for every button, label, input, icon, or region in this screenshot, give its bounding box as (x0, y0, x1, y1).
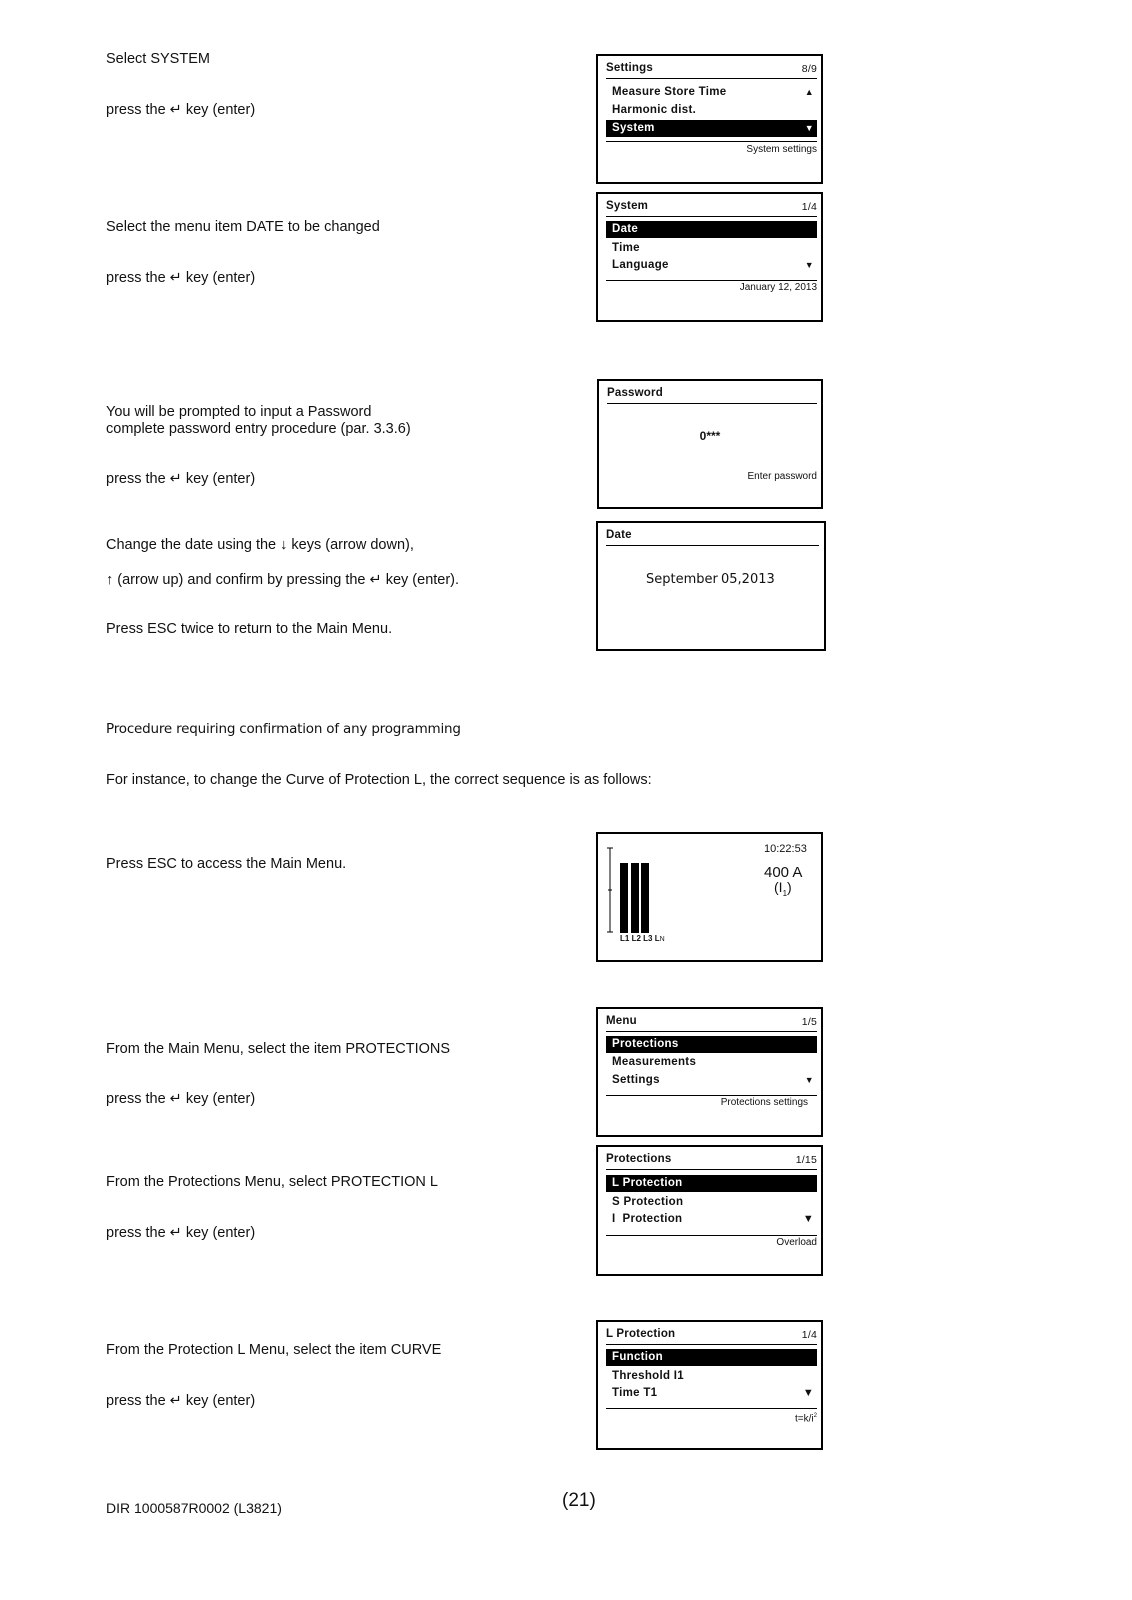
l-protection-screen (596, 1320, 823, 1450)
instruction-change-date: Change the date using the ↓ keys (arrow down), (106, 537, 414, 553)
screen-title: Password (607, 387, 663, 399)
divider (606, 1235, 817, 1236)
screen-footer: Protections settings (720, 1097, 808, 1108)
main-display-screen (596, 832, 823, 962)
menu-item-label: Threshold I1 (612, 1370, 684, 1382)
arrow-down-icon: ▼ (802, 1213, 814, 1225)
menu-item-label: Time (612, 242, 640, 254)
screen-title: L Protection (606, 1328, 676, 1340)
current-label-text: (I (774, 879, 783, 895)
page-indicator: 1/4 (801, 201, 817, 213)
menu-item-s-protection (606, 1194, 817, 1211)
instruction-select-date: Select the menu item DATE to be changed (106, 219, 380, 235)
page-indicator: 1/4 (801, 1329, 817, 1341)
instruction-password-procedure: complete password entry procedure (par. 3.3.6) (106, 421, 411, 437)
current-label (774, 879, 792, 898)
menu-item-l-protection (606, 1175, 817, 1192)
instruction-press-enter: press the ↵ key (enter) (106, 1225, 256, 1241)
current-label-sub: 1 (782, 888, 788, 898)
menu-item-label: Time T1 (612, 1387, 658, 1399)
menu-item-measurements (606, 1054, 817, 1071)
instruction-press-enter: press the ↵ key (enter) (106, 1393, 256, 1409)
bar-label-n: N (659, 936, 665, 943)
document-reference: DIR 1000587R0002 (L3821) (106, 1500, 282, 1516)
menu-item-settings (606, 1072, 817, 1089)
screen-title: System (606, 200, 649, 212)
bar-label-l2: L2 (631, 934, 641, 943)
bar-labels (620, 934, 665, 943)
instruction-press-enter: press the ↵ key (enter) (106, 102, 256, 118)
menu-item-label: I Protection (612, 1213, 683, 1225)
instruction-confirm-date: ↑ (arrow up) and confirm by pressing the ↵ key (enter). (106, 572, 460, 588)
instruction-press-enter: press the ↵ key (enter) (106, 270, 256, 286)
instruction-press-enter: press the ↵ key (enter) (106, 1091, 256, 1107)
curve-formula-exponent: 2 (813, 1413, 817, 1419)
menu-item-protections (606, 1036, 817, 1053)
instruction-press-esc-twice: Press ESC twice to return to the Main Menu. (106, 621, 393, 637)
divider (606, 280, 817, 281)
instruction-press-esc-main: Press ESC to access the Main Menu. (106, 856, 347, 872)
curve-formula: t=k/i (795, 1413, 814, 1425)
bar-l3 (641, 863, 649, 933)
menu-item-label: Settings (612, 1074, 660, 1086)
arrow-down-icon: ▼ (804, 1075, 814, 1085)
menu-item-i-protection (606, 1211, 817, 1228)
menu-item-label: S Protection (612, 1196, 684, 1208)
instruction-press-enter: press the ↵ key (enter) (106, 471, 256, 487)
current-label-close: ) (787, 879, 792, 895)
arrow-down-icon: ▼ (804, 123, 814, 133)
current-value: 400 A (764, 864, 803, 881)
bar-l2 (631, 863, 639, 933)
menu-item-label: L Protection (612, 1177, 683, 1189)
date-day-year: 05,2013 (721, 572, 775, 587)
divider (606, 1408, 817, 1409)
section-note: Procedure requiring confirmation of any programming (106, 721, 461, 737)
date-screen (596, 521, 826, 651)
screen-header (606, 529, 819, 546)
page-indicator: 1/5 (801, 1016, 817, 1028)
date-month: September (646, 572, 718, 587)
screen-title: Settings (606, 62, 653, 74)
menu-item-system (606, 120, 817, 137)
instruction-for-instance: For instance, to change the Curve of Protection L, the correct sequence is as follows: (106, 772, 652, 788)
screen-header (606, 200, 817, 217)
page-indicator: 1/15 (795, 1154, 817, 1166)
arrow-up-icon: ▲ (804, 87, 814, 97)
instruction-select-protection-l: From the Protections Menu, select PROTECTION L (106, 1174, 438, 1190)
password-value: 0*** (699, 429, 721, 443)
screen-title: Protections (606, 1153, 672, 1165)
screen-header (606, 1153, 817, 1170)
menu-item-measure-store-time (606, 84, 817, 101)
menu-item-time-t1 (606, 1385, 817, 1402)
menu-item-label: Function (612, 1351, 663, 1363)
divider (606, 141, 817, 142)
instruction-select-system: Select SYSTEM (106, 51, 210, 67)
page-number: (21) (562, 1490, 596, 1511)
divider (606, 1095, 817, 1096)
bar-l1 (620, 863, 628, 933)
screen-header (606, 1015, 817, 1032)
screen-footer: January 12, 2013 (739, 282, 817, 293)
clock: 10:22:53 (764, 843, 807, 855)
screen-header (606, 1328, 817, 1345)
menu-item-language (606, 257, 817, 274)
screen-footer: Overload (776, 1237, 817, 1248)
bar-label-l1: L1 (620, 934, 630, 943)
menu-item-label: Protections (612, 1038, 679, 1050)
menu-item-threshold-i1 (606, 1368, 817, 1385)
screen-header (607, 387, 817, 404)
menu-item-harmonic-dist (606, 102, 817, 119)
menu-item-label: Measurements (612, 1056, 697, 1068)
screen-footer: System settings (746, 144, 817, 155)
system-screen (596, 192, 823, 322)
screen-footer (795, 1413, 817, 1424)
page-indicator: 8/9 (801, 63, 817, 75)
bar-label-ln (655, 934, 665, 943)
menu-item-time (606, 240, 817, 257)
menu-item-label: System (612, 122, 655, 134)
menu-item-function (606, 1349, 817, 1366)
arrow-down-icon: ▼ (802, 1387, 814, 1399)
menu-item-date (606, 221, 817, 238)
menu-screen (596, 1007, 823, 1137)
menu-item-label: Language (612, 259, 669, 271)
arrow-down-icon: ▼ (804, 260, 814, 270)
instruction-password-prompt: You will be prompted to input a Password (106, 404, 372, 420)
menu-item-label: Date (612, 223, 639, 235)
menu-item-label: Measure Store Time (612, 86, 727, 98)
bar-label-l: L (654, 934, 660, 943)
screen-title: Menu (606, 1015, 637, 1027)
password-screen (597, 379, 823, 509)
settings-screen (596, 54, 823, 184)
bar-label-l3: L3 (643, 934, 653, 943)
screen-header (606, 62, 817, 79)
screen-title: Date (606, 529, 632, 541)
menu-item-label: Harmonic dist. (612, 104, 697, 116)
screen-footer: Enter password (747, 471, 817, 482)
instruction-select-curve: From the Protection L Menu, select the item CURVE (106, 1342, 442, 1358)
instruction-select-protections: From the Main Menu, select the item PROTECTIONS (106, 1041, 451, 1057)
protections-screen (596, 1145, 823, 1276)
